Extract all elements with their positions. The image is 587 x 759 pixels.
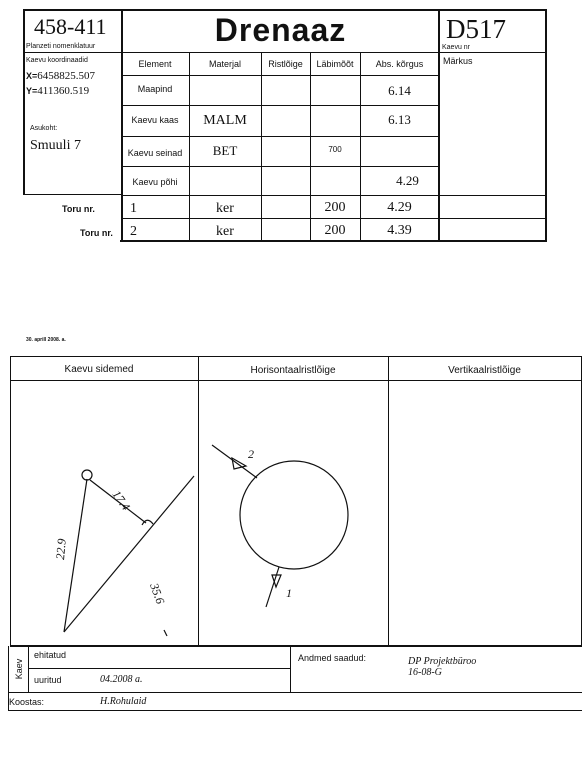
location-label: Asukoht: bbox=[30, 125, 58, 132]
tie-label: 35.6 bbox=[147, 581, 168, 606]
document-title: Drenaaz bbox=[214, 12, 347, 48]
tick-mark bbox=[164, 630, 167, 636]
row-element: Kaevu põhi bbox=[132, 177, 178, 187]
row-element: Kaevu kaas bbox=[131, 115, 179, 125]
well-side-label: Kaev bbox=[14, 658, 24, 680]
source-code: 16-08-G bbox=[408, 667, 442, 678]
tie-label: 22.9 bbox=[53, 538, 69, 561]
pipe-number: 2 bbox=[130, 224, 137, 239]
col-horizontal: Horisontaalristlõige bbox=[250, 365, 336, 376]
source-label: Andmed saadud: bbox=[298, 653, 367, 663]
well-id: D517 bbox=[446, 14, 506, 44]
pipe-diameter: 200 bbox=[324, 200, 346, 215]
well-symbol bbox=[82, 470, 92, 480]
th-element: Element bbox=[138, 59, 172, 69]
pipe-number: 1 bbox=[130, 201, 137, 216]
coord-x-label: X= bbox=[26, 71, 38, 81]
row-element: Kaevu seinad bbox=[127, 148, 183, 158]
th-cross: Ristlõige bbox=[268, 59, 303, 69]
surveyed-label: uuritud bbox=[34, 675, 62, 685]
th-notes: Märkus bbox=[443, 56, 473, 66]
location-value: Smuuli 7 bbox=[30, 138, 81, 153]
row-material: MALM bbox=[203, 113, 247, 128]
pipe-elevation: 4.29 bbox=[387, 200, 412, 215]
surveyed-value: 04.2008 a. bbox=[100, 674, 143, 685]
pipe-material: ker bbox=[216, 201, 234, 216]
coord-y-value: 411360.519 bbox=[37, 85, 90, 97]
pipe-arrow bbox=[232, 458, 246, 469]
col-vertical: Vertikaalristlõige bbox=[448, 365, 521, 376]
pipe-label: Toru nr. bbox=[62, 204, 95, 214]
row-diameter: 700 bbox=[328, 145, 342, 154]
th-diameter: Läbimõõt bbox=[316, 59, 354, 69]
col-connections: Kaevu sidemed bbox=[64, 364, 134, 375]
row-elevation: 6.13 bbox=[388, 112, 411, 127]
row-elevation: 6.14 bbox=[388, 83, 411, 98]
well-caption: Kaevu nr bbox=[442, 44, 471, 51]
date-stamp: 30. aprill 2008. a. bbox=[26, 337, 66, 343]
tie-label: 17.4 bbox=[109, 487, 134, 513]
sheet-caption: Planzeti nomenklatuur bbox=[26, 43, 96, 50]
source-value: DP Projektbüroo bbox=[408, 656, 477, 667]
built-label: ehitatud bbox=[34, 650, 67, 660]
author-label: Koostas: bbox=[9, 697, 45, 707]
th-elevation: Abs. kõrgus bbox=[375, 59, 424, 69]
row-material: BET bbox=[212, 143, 238, 158]
pipe-label: 2 bbox=[248, 447, 254, 461]
pipe-elevation: 4.39 bbox=[387, 223, 412, 238]
author-value: H.Rohulaid bbox=[100, 696, 147, 707]
pipe-material: ker bbox=[216, 224, 234, 239]
coord-y-label: Y= bbox=[26, 86, 38, 96]
row-elevation: 4.29 bbox=[396, 173, 419, 188]
pipe-diameter: 200 bbox=[324, 223, 346, 238]
sheet-number: 458-411 bbox=[34, 14, 107, 39]
row-element: Maapind bbox=[137, 84, 173, 94]
coords-label: Kaevu koordinaadid bbox=[26, 57, 88, 64]
th-material: Materjal bbox=[208, 59, 241, 69]
pipe-label: 1 bbox=[286, 586, 292, 600]
coord-x-value: 6458825.507 bbox=[37, 70, 96, 82]
pipe-line bbox=[266, 567, 279, 607]
pipe-label: Toru nr. bbox=[80, 228, 113, 238]
